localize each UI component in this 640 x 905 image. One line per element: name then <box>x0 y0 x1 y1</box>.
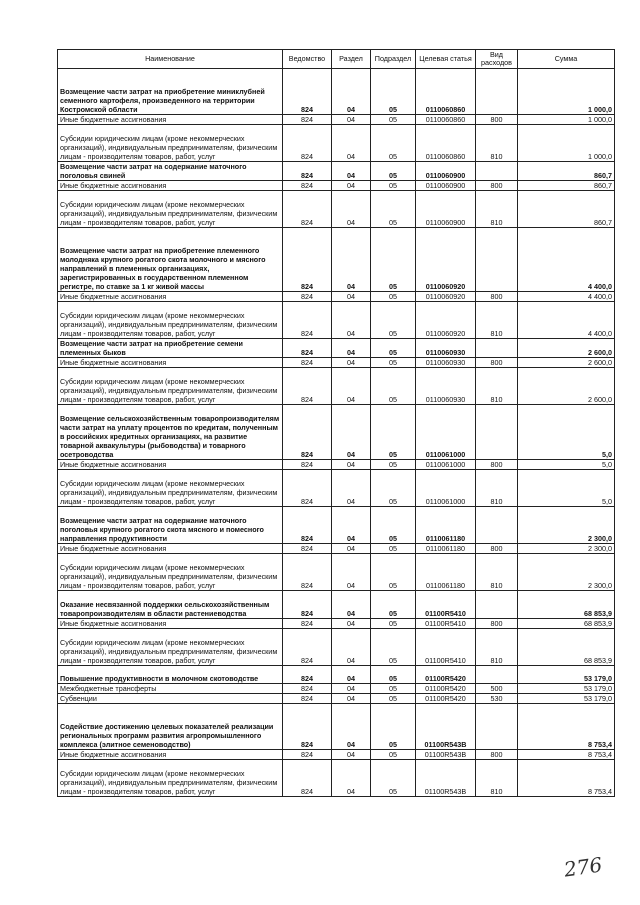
cell-celevaya-statya: 01100R5410 <box>416 591 476 619</box>
cell-podrazdel: 05 <box>371 181 416 191</box>
header-vid-rashodov: Вид расходов <box>476 50 518 69</box>
cell-summa: 2 300,0 <box>518 544 615 554</box>
table-row <box>58 684 615 694</box>
cell-summa: 5,0 <box>518 405 615 460</box>
cell-razdel: 04 <box>332 339 371 358</box>
cell-vedomstvo: 824 <box>283 368 332 405</box>
cell-podrazdel: 05 <box>371 405 416 460</box>
cell-name: Оказание несвязанной поддержки сельскохозяйственным товаропроизводителям в области растениеводства <box>58 591 283 619</box>
cell-vedomstvo: 824 <box>283 544 332 554</box>
cell-razdel: 04 <box>332 125 371 162</box>
table-row <box>58 619 615 629</box>
cell-vedomstvo: 824 <box>283 228 332 292</box>
cell-razdel: 04 <box>332 750 371 760</box>
header-podrazdel: Подраздел <box>371 50 416 69</box>
cell-summa: 8 753,4 <box>518 760 615 797</box>
cell-celevaya-statya: 0110060930 <box>416 368 476 405</box>
table-row <box>58 162 615 181</box>
cell-vedomstvo: 824 <box>283 694 332 704</box>
cell-razdel: 04 <box>332 666 371 684</box>
cell-celevaya-statya: 0110060900 <box>416 191 476 228</box>
cell-razdel: 04 <box>332 358 371 368</box>
cell-vedomstvo: 824 <box>283 292 332 302</box>
cell-summa: 53 179,0 <box>518 694 615 704</box>
cell-name: Иные бюджетные ассигнования <box>58 750 283 760</box>
cell-summa: 68 853,9 <box>518 619 615 629</box>
cell-celevaya-statya: 0110060900 <box>416 181 476 191</box>
cell-name: Иные бюджетные ассигнования <box>58 544 283 554</box>
cell-podrazdel: 05 <box>371 694 416 704</box>
cell-razdel: 04 <box>332 591 371 619</box>
cell-name: Субсидии юридическим лицам (кроме некоммерческих организаций), индивидуальным предпринимателям, физическим лицам - производителям товаров, работ, услуг <box>58 302 283 339</box>
cell-name: Межбюджетные трансферты <box>58 684 283 694</box>
cell-vid-rashodov: 800 <box>476 750 518 760</box>
page-number: 276 <box>562 852 604 882</box>
cell-vedomstvo: 824 <box>283 470 332 507</box>
cell-razdel: 04 <box>332 704 371 750</box>
table-row <box>58 507 615 544</box>
cell-vedomstvo: 824 <box>283 629 332 666</box>
cell-podrazdel: 05 <box>371 191 416 228</box>
cell-podrazdel: 05 <box>371 544 416 554</box>
cell-podrazdel: 05 <box>371 666 416 684</box>
cell-summa: 53 179,0 <box>518 684 615 694</box>
cell-celevaya-statya: 0110061180 <box>416 554 476 591</box>
cell-name: Иные бюджетные ассигнования <box>58 292 283 302</box>
cell-vedomstvo: 824 <box>283 460 332 470</box>
cell-razdel: 04 <box>332 292 371 302</box>
cell-summa: 68 853,9 <box>518 629 615 666</box>
cell-razdel: 04 <box>332 181 371 191</box>
cell-razdel: 04 <box>332 191 371 228</box>
cell-name: Возмещение части затрат на содержание маточного поголовья свиней <box>58 162 283 181</box>
table-row <box>58 292 615 302</box>
cell-vedomstvo: 824 <box>283 619 332 629</box>
table-row <box>58 694 615 704</box>
cell-podrazdel: 05 <box>371 368 416 405</box>
cell-vid-rashodov: 800 <box>476 181 518 191</box>
cell-celevaya-statya: 01100R5420 <box>416 694 476 704</box>
cell-razdel: 04 <box>332 507 371 544</box>
cell-name: Возмещение части затрат на приобретение семени племенных быков <box>58 339 283 358</box>
cell-vid-rashodov: 500 <box>476 684 518 694</box>
cell-razdel: 04 <box>332 302 371 339</box>
cell-podrazdel: 05 <box>371 302 416 339</box>
cell-summa: 53 179,0 <box>518 666 615 684</box>
header-celevaya-statya: Целевая статья <box>416 50 476 69</box>
cell-celevaya-statya: 0110060930 <box>416 339 476 358</box>
cell-summa: 1 000,0 <box>518 125 615 162</box>
cell-name: Возмещение части затрат на содержание маточного поголовья крупного рогатого скота мясного и помесного направления продуктивности <box>58 507 283 544</box>
cell-name: Иные бюджетные ассигнования <box>58 358 283 368</box>
cell-celevaya-statya: 0110060920 <box>416 292 476 302</box>
cell-razdel: 04 <box>332 760 371 797</box>
cell-celevaya-statya: 0110060900 <box>416 162 476 181</box>
cell-celevaya-statya: 0110060860 <box>416 125 476 162</box>
cell-podrazdel: 05 <box>371 162 416 181</box>
cell-summa: 5,0 <box>518 460 615 470</box>
cell-podrazdel: 05 <box>371 228 416 292</box>
table-row <box>58 554 615 591</box>
cell-celevaya-statya: 0110061180 <box>416 507 476 544</box>
cell-podrazdel: 05 <box>371 125 416 162</box>
cell-summa: 2 600,0 <box>518 368 615 405</box>
cell-celevaya-statya: 0110061180 <box>416 544 476 554</box>
cell-vedomstvo: 824 <box>283 339 332 358</box>
cell-vid-rashodov: 800 <box>476 292 518 302</box>
cell-podrazdel: 05 <box>371 704 416 750</box>
cell-name: Субсидии юридическим лицам (кроме некоммерческих организаций), индивидуальным предпринимателям, физическим лицам - производителям товаров, работ, услуг <box>58 470 283 507</box>
cell-vedomstvo: 824 <box>283 750 332 760</box>
cell-vedomstvo: 824 <box>283 704 332 750</box>
cell-vedomstvo: 824 <box>283 684 332 694</box>
cell-celevaya-statya: 0110060930 <box>416 358 476 368</box>
cell-vedomstvo: 824 <box>283 125 332 162</box>
header-razdel: Раздел <box>332 50 371 69</box>
cell-celevaya-statya: 0110060920 <box>416 302 476 339</box>
cell-celevaya-statya: 0110061000 <box>416 460 476 470</box>
cell-celevaya-statya: 01100R543B <box>416 750 476 760</box>
table-row <box>58 760 615 797</box>
header-vedomstvo: Ведомство <box>283 50 332 69</box>
cell-celevaya-statya: 0110061000 <box>416 405 476 460</box>
cell-podrazdel: 05 <box>371 292 416 302</box>
cell-celevaya-statya: 0110060860 <box>416 115 476 125</box>
cell-celevaya-statya: 01100R5410 <box>416 629 476 666</box>
table-row <box>58 115 615 125</box>
cell-celevaya-statya: 0110061000 <box>416 470 476 507</box>
table-row <box>58 666 615 684</box>
cell-name: Иные бюджетные ассигнования <box>58 460 283 470</box>
cell-celevaya-statya: 0110060860 <box>416 69 476 115</box>
cell-vid-rashodov <box>476 405 518 460</box>
table-row <box>58 191 615 228</box>
cell-vedomstvo: 824 <box>283 666 332 684</box>
table-row <box>58 358 615 368</box>
table-row <box>58 228 615 292</box>
cell-celevaya-statya: 01100R543B <box>416 760 476 797</box>
cell-podrazdel: 05 <box>371 554 416 591</box>
cell-name: Содействие достижению целевых показателей реализации региональных программ развития агропромышленного комплекса (элитное семеноводство) <box>58 704 283 750</box>
header-summa: Сумма <box>518 50 615 69</box>
cell-vedomstvo: 824 <box>283 554 332 591</box>
cell-vedomstvo: 824 <box>283 162 332 181</box>
cell-summa: 4 400,0 <box>518 292 615 302</box>
cell-name: Повышение продуктивности в молочном скотоводстве <box>58 666 283 684</box>
cell-podrazdel: 05 <box>371 629 416 666</box>
cell-vid-rashodov: 810 <box>476 470 518 507</box>
cell-summa: 68 853,9 <box>518 591 615 619</box>
cell-vid-rashodov: 810 <box>476 629 518 666</box>
cell-vid-rashodov: 810 <box>476 125 518 162</box>
cell-vedomstvo: 824 <box>283 405 332 460</box>
cell-razdel: 04 <box>332 368 371 405</box>
cell-vid-rashodov <box>476 591 518 619</box>
cell-vid-rashodov: 800 <box>476 358 518 368</box>
table-row <box>58 750 615 760</box>
cell-summa: 5,0 <box>518 470 615 507</box>
cell-vid-rashodov: 810 <box>476 368 518 405</box>
cell-summa: 4 400,0 <box>518 228 615 292</box>
cell-vid-rashodov: 530 <box>476 694 518 704</box>
cell-vid-rashodov: 810 <box>476 760 518 797</box>
cell-podrazdel: 05 <box>371 460 416 470</box>
cell-podrazdel: 05 <box>371 470 416 507</box>
table-header-row <box>58 50 615 69</box>
table-row <box>58 544 615 554</box>
table-row <box>58 629 615 666</box>
cell-vid-rashodov <box>476 339 518 358</box>
table-row <box>58 591 615 619</box>
cell-razdel: 04 <box>332 554 371 591</box>
cell-vid-rashodov: 810 <box>476 302 518 339</box>
cell-razdel: 04 <box>332 619 371 629</box>
cell-razdel: 04 <box>332 694 371 704</box>
table-row <box>58 302 615 339</box>
cell-razdel: 04 <box>332 405 371 460</box>
cell-vedomstvo: 824 <box>283 358 332 368</box>
cell-name: Субсидии юридическим лицам (кроме некоммерческих организаций), индивидуальным предпринимателям, физическим лицам - производителям товаров, работ, услуг <box>58 125 283 162</box>
cell-vid-rashodov: 800 <box>476 115 518 125</box>
table-row <box>58 181 615 191</box>
cell-vid-rashodov <box>476 704 518 750</box>
cell-celevaya-statya: 0110060920 <box>416 228 476 292</box>
cell-vid-rashodov: 800 <box>476 544 518 554</box>
cell-vedomstvo: 824 <box>283 181 332 191</box>
table-row <box>58 470 615 507</box>
cell-summa: 4 400,0 <box>518 302 615 339</box>
cell-celevaya-statya: 01100R5410 <box>416 619 476 629</box>
cell-vedomstvo: 824 <box>283 507 332 544</box>
cell-razdel: 04 <box>332 684 371 694</box>
cell-name: Иные бюджетные ассигнования <box>58 181 283 191</box>
cell-summa: 1 000,0 <box>518 69 615 115</box>
cell-podrazdel: 05 <box>371 684 416 694</box>
cell-podrazdel: 05 <box>371 619 416 629</box>
cell-podrazdel: 05 <box>371 750 416 760</box>
cell-podrazdel: 05 <box>371 69 416 115</box>
cell-razdel: 04 <box>332 162 371 181</box>
cell-razdel: 04 <box>332 115 371 125</box>
table-row <box>58 460 615 470</box>
cell-podrazdel: 05 <box>371 115 416 125</box>
cell-name: Субсидии юридическим лицам (кроме некоммерческих организаций), индивидуальным предпринимателям, физическим лицам - производителям товаров, работ, услуг <box>58 554 283 591</box>
table-row <box>58 405 615 460</box>
cell-vid-rashodov <box>476 69 518 115</box>
table-row <box>58 339 615 358</box>
cell-summa: 1 000,0 <box>518 115 615 125</box>
cell-podrazdel: 05 <box>371 591 416 619</box>
cell-vid-rashodov: 800 <box>476 460 518 470</box>
cell-vedomstvo: 824 <box>283 115 332 125</box>
cell-name: Субсидии юридическим лицам (кроме некоммерческих организаций), индивидуальным предпринимателям, физическим лицам - производителям товаров, работ, услуг <box>58 629 283 666</box>
cell-vid-rashodov: 810 <box>476 554 518 591</box>
cell-vid-rashodov <box>476 228 518 292</box>
cell-vedomstvo: 824 <box>283 302 332 339</box>
cell-razdel: 04 <box>332 470 371 507</box>
cell-podrazdel: 05 <box>371 339 416 358</box>
cell-razdel: 04 <box>332 544 371 554</box>
cell-podrazdel: 05 <box>371 358 416 368</box>
cell-name: Субсидии юридическим лицам (кроме некоммерческих организаций), индивидуальным предпринимателям, физическим лицам - производителям товаров, работ, услуг <box>58 191 283 228</box>
cell-podrazdel: 05 <box>371 507 416 544</box>
cell-vedomstvo: 824 <box>283 760 332 797</box>
cell-razdel: 04 <box>332 460 371 470</box>
cell-celevaya-statya: 01100R543B <box>416 704 476 750</box>
header-name: Наименование <box>58 50 283 69</box>
cell-vid-rashodov <box>476 162 518 181</box>
table-body <box>58 69 615 797</box>
cell-summa: 2 300,0 <box>518 507 615 544</box>
cell-name: Субсидии юридическим лицам (кроме некоммерческих организаций), индивидуальным предпринимателям, физическим лицам - производителям товаров, работ, услуг <box>58 760 283 797</box>
cell-vedomstvo: 824 <box>283 591 332 619</box>
cell-name: Иные бюджетные ассигнования <box>58 115 283 125</box>
cell-summa: 2 600,0 <box>518 358 615 368</box>
cell-summa: 860,7 <box>518 181 615 191</box>
cell-name: Возмещение части затрат на приобретение миниклубней семенного картофеля, произведенного на территории Костромской области <box>58 69 283 115</box>
cell-summa: 2 300,0 <box>518 554 615 591</box>
cell-vid-rashodov: 800 <box>476 619 518 629</box>
cell-vid-rashodov <box>476 666 518 684</box>
cell-summa: 8 753,4 <box>518 704 615 750</box>
cell-name: Иные бюджетные ассигнования <box>58 619 283 629</box>
cell-podrazdel: 05 <box>371 760 416 797</box>
cell-vid-rashodov: 810 <box>476 191 518 228</box>
cell-vedomstvo: 824 <box>283 191 332 228</box>
cell-name: Возмещение части затрат на приобретение племенного молодняка крупного рогатого скота молочного и мясного направлений в племенных организациях, зарегистрированных в государственном племенном регистре, по ставке за 1 кг живой массы <box>58 228 283 292</box>
table-row <box>58 704 615 750</box>
cell-razdel: 04 <box>332 69 371 115</box>
table-row <box>58 368 615 405</box>
cell-name: Возмещение сельскохозяйственным товаропроизводителям части затрат на уплату процентов по кредитам, полученным в российских кредитных организациях, на развитие товарной аквакультуры (рыбоводства) и товарного осетроводства <box>58 405 283 460</box>
cell-name: Субсидии юридическим лицам (кроме некоммерческих организаций), индивидуальным предпринимателям, физическим лицам - производителям товаров, работ, услуг <box>58 368 283 405</box>
cell-summa: 2 600,0 <box>518 339 615 358</box>
table-row <box>58 69 615 115</box>
cell-celevaya-statya: 01100R5420 <box>416 684 476 694</box>
table-row <box>58 125 615 162</box>
cell-name: Субвенции <box>58 694 283 704</box>
cell-summa: 860,7 <box>518 162 615 181</box>
cell-razdel: 04 <box>332 228 371 292</box>
cell-celevaya-statya: 01100R5420 <box>416 666 476 684</box>
cell-vedomstvo: 824 <box>283 69 332 115</box>
cell-summa: 860,7 <box>518 191 615 228</box>
cell-vid-rashodov <box>476 507 518 544</box>
budget-table <box>57 49 615 797</box>
cell-summa: 8 753,4 <box>518 750 615 760</box>
cell-razdel: 04 <box>332 629 371 666</box>
